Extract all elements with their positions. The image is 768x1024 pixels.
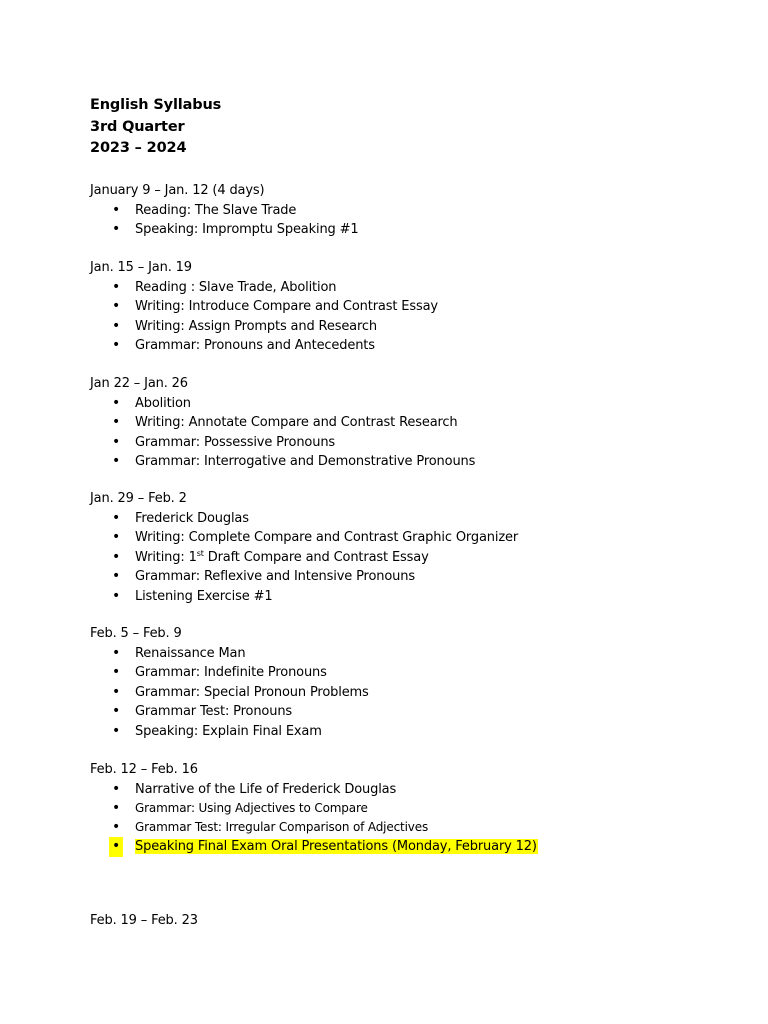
week-block-3 — [90, 374, 475, 472]
list-item: • Grammar: Reflexive and Intensive Pronouns — [90, 567, 518, 587]
week-dates: Jan. 29 – Feb. 2 — [90, 491, 187, 506]
list-item: • Writing: Complete Compare and Contrast Graphic Organizer — [90, 528, 518, 548]
week-dates: Jan 22 – Jan. 26 — [90, 376, 188, 391]
week-block-7 — [90, 911, 198, 931]
list-item: • Reading : Slave Trade, Abolition — [90, 278, 438, 298]
week-block-2 — [90, 258, 438, 356]
list-item: • Writing: Introduce Compare and Contrast Essay — [90, 297, 438, 317]
list-item: • Grammar Test: Irregular Comparison of Adjectives — [90, 818, 538, 837]
list-item-highlighted — [90, 837, 538, 857]
week-block-6 — [90, 760, 538, 857]
list-item: • Speaking: Explain Final Exam — [90, 722, 369, 742]
week-items — [90, 278, 438, 356]
highlighted-text: Speaking Final Exam Oral Presentations (Monday, February 12) — [135, 839, 537, 854]
week-items — [90, 509, 518, 607]
list-item: • Writing: Assign Prompts and Research — [90, 317, 438, 337]
week-block-4 — [90, 489, 518, 606]
week-block-1 — [90, 181, 359, 240]
week-items — [90, 644, 369, 742]
week-block-5 — [90, 624, 369, 741]
week-dates: Feb. 12 – Feb. 16 — [90, 762, 198, 777]
list-item: • Reading: The Slave Trade — [90, 201, 359, 221]
syllabus-header — [90, 95, 221, 160]
list-item: • Speaking: Impromptu Speaking #1 — [90, 220, 359, 240]
list-item: • Grammar: Interrogative and Demonstrative Pronouns — [90, 452, 475, 472]
week-dates: Jan. 15 – Jan. 19 — [90, 260, 192, 275]
list-item: • Narrative of the Life of Frederick Douglas — [90, 780, 538, 800]
list-item: • Abolition — [90, 394, 475, 414]
week-items — [90, 394, 475, 472]
list-item: • Grammar: Using Adjectives to Compare — [90, 799, 538, 818]
list-item: • Grammar Test: Pronouns — [90, 702, 369, 722]
list-item: • Frederick Douglas — [90, 509, 518, 529]
week-items — [90, 201, 359, 240]
document-title: English Syllabus — [90, 97, 222, 113]
week-items — [90, 780, 538, 857]
list-item: • Renaissance Man — [90, 644, 369, 664]
quarter-label: 3rd Quarter — [90, 118, 185, 135]
list-item: • Listening Exercise #1 — [90, 587, 518, 607]
item-text: Writing: 1 — [135, 549, 197, 565]
week-dates: Feb. 19 – Feb. 23 — [90, 913, 198, 928]
list-item: • Grammar: Indefinite Pronouns — [90, 663, 369, 683]
list-item — [90, 548, 518, 568]
list-item: • Grammar: Special Pronoun Problems — [90, 683, 369, 703]
ordinal-suffix: st — [196, 548, 204, 558]
week-dates: January 9 – Jan. 12 (4 days) — [90, 183, 265, 198]
school-year: 2023 – 2024 — [90, 140, 187, 156]
list-item: • Grammar: Possessive Pronouns — [90, 433, 475, 453]
item-text-rest: Draft Compare and Contrast Essay — [203, 549, 429, 565]
week-dates: Feb. 5 – Feb. 9 — [90, 626, 182, 641]
list-item: • Writing: Annotate Compare and Contrast Research — [90, 413, 475, 433]
list-item: • Grammar: Pronouns and Antecedents — [90, 336, 438, 356]
